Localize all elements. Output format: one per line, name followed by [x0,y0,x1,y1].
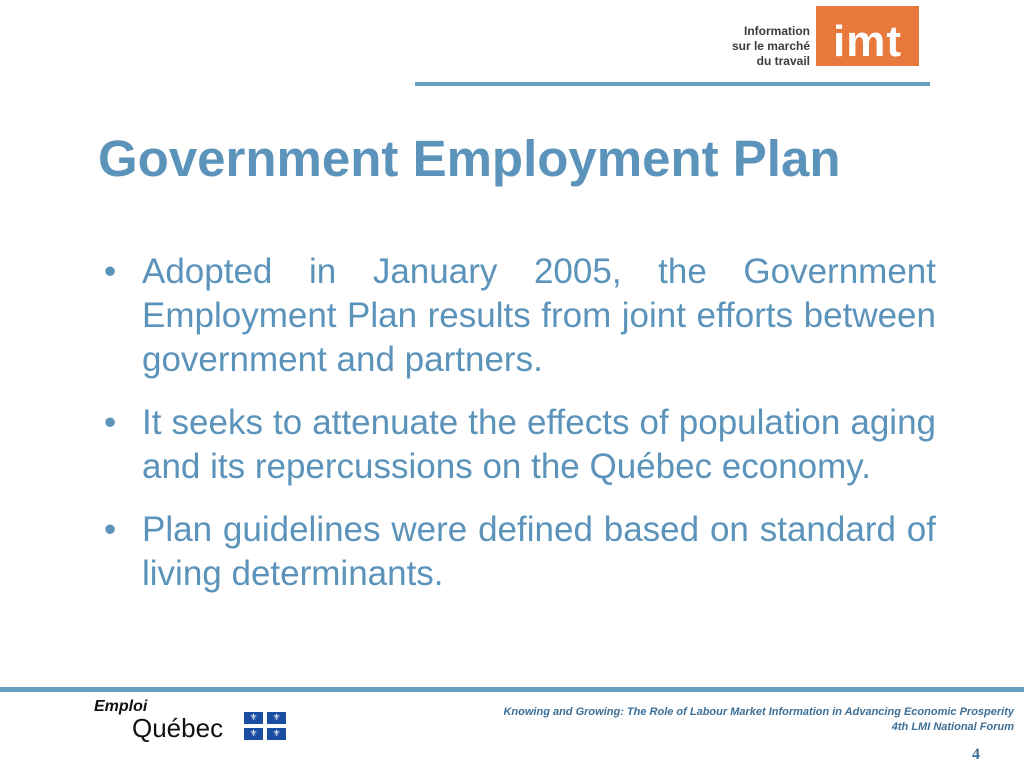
emploi-quebec-logo-emploi: Emploi [94,698,148,715]
fleur-de-lis-icon: ⚜ [272,729,281,739]
footer-forum-name: 4th LMI National Forum [891,721,1014,733]
imt-logo-line-1: Information [744,24,810,38]
bullet-text: It seeks to attenuate the effects of population aging and its repercussions on the Québec economy. [142,403,936,486]
bullet-item [104,401,936,489]
bullet-marker: • [104,510,117,549]
fleur-de-lis-icon: ⚜ [272,713,281,723]
quebec-flag-icon [244,712,286,740]
footer-caption [374,705,1014,735]
footer-conference-title: Knowing and Growing: The Role of Labour Market Information in Advancing Economic Prosperity [503,706,1014,718]
bullet-item [104,508,936,596]
page-number: 4 [972,746,980,763]
footer-divider [0,687,1024,692]
bullet-text: Plan guidelines were defined based on standard of living determinants. [142,510,936,593]
imt-logo-box [816,6,919,66]
header-divider [415,82,930,86]
imt-logo-wordmark: imt [833,17,902,66]
fleur-de-lis-icon: ⚜ [249,713,258,723]
imt-logo-caption [710,24,810,69]
emploi-quebec-logo-quebec: Québec [132,713,224,743]
bullet-item [104,250,936,382]
emploi-quebec-logo [94,698,294,748]
bullet-marker: • [104,252,117,291]
imt-logo-line-2: sur le marché [731,39,810,53]
bullet-marker: • [104,403,117,442]
imt-logo-line-3: du travail [756,54,810,68]
fleur-de-lis-icon: ⚜ [249,729,258,739]
bullet-list [104,250,936,615]
slide-title: Government Employment Plan [98,130,841,187]
bullet-text: Adopted in January 2005, the Government Employment Plan results from joint efforts between government and partners. [142,252,936,379]
imt-logo [710,6,920,66]
